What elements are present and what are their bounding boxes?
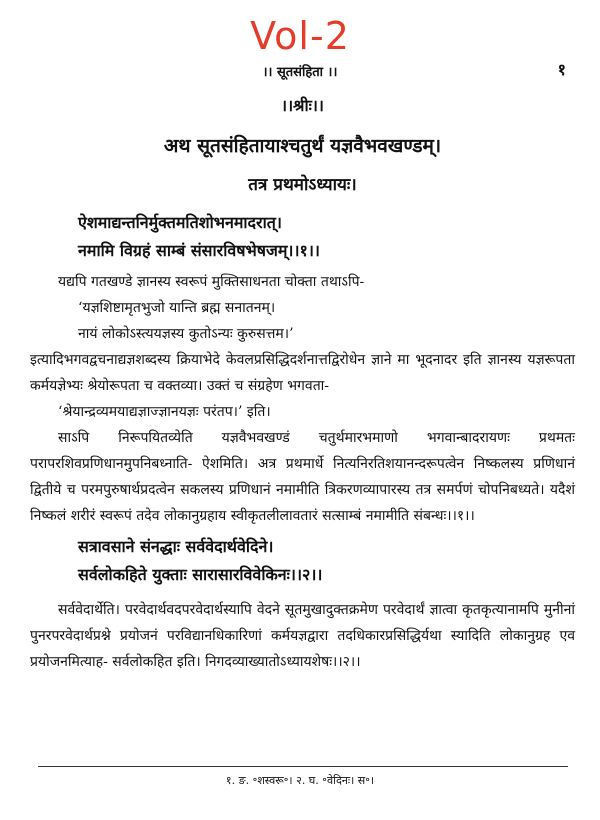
page-number: १ bbox=[557, 60, 566, 79]
running-head: ।। सूतसंहिता ।। bbox=[262, 65, 338, 80]
section-title: अथ सूतसंहितायाश्चतुर्थं यज्ञवैभवखण्डम्। bbox=[163, 135, 442, 157]
chapter-heading: तत्र प्रथमोऽध्यायः। bbox=[248, 175, 357, 195]
volume-label: Vol-2 bbox=[250, 14, 350, 58]
verse-1-line-1: ऐशमाद्यन्तनिर्मुक्तमतिशोभनमादरात्। bbox=[78, 213, 282, 232]
footnote: १. ङ. ॰शस्वरू॰। २. घ. ॰वेदिनः। स॰। bbox=[225, 774, 375, 787]
footnote-divider bbox=[38, 766, 568, 767]
verse-1-line-2: नमामि विग्रहं साम्बं संसारविषभेषजम्।।१।। bbox=[78, 241, 320, 260]
commentary-paragraph-1: यद्यपि गतखण्डे ज्ञानस्य स्वरूपं मुक्तिसाधनता चोक्ता तथाऽपि- bbox=[58, 274, 365, 290]
verse-2-line-1: सत्रावसाने संनद्धाः सर्ववेदार्थवेदिने। bbox=[78, 537, 274, 556]
page-body bbox=[30, 92, 575, 675]
verse-2-line-2: सर्वलोकहिते युक्ताः सारासारविवेकिनः।।२।। bbox=[78, 565, 323, 584]
quote-line-2: नायं लोकोऽस्त्ययज्ञस्य कुतोऽन्यः कुरुसत्तम।’ bbox=[78, 326, 294, 342]
commentary-paragraph-4: सर्ववेदार्थेति। परवेदार्थवदपरवेदार्थस्यापि वेदने सूतमुखादुक्तक्रमेण परवेदार्थं ज्ञात्वा कृतकृत्यानामपि मुनीनां पुनरपरवेदार्थप्रश्ने प्रयोजनं परविद्यानधिकारिणां कर्मयज्ञद्वारा तदधिकारप्रसिद्धिर्यथा स्यादिति लोकानुग्रह एव प्रयोजनमित्याह- सर्वलोकहित इति। निगदव्याख्यातोऽध्यायशेषः।।२।। bbox=[30, 602, 575, 670]
quote-line-1: ‘यज्ञशिष्टामृतभुजो यान्ति ब्रह्म सनातनम्। bbox=[78, 300, 276, 316]
commentary-paragraph-2: इत्यादिभगवद्वचनाद्यज्ञशब्दस्य क्रियाभेदे केवलप्रसिद्धिदर्शनात्तद्विरोधेन ज्ञाने मा भूदनादर इति ज्ञानस्य यज्ञरूपता कर्मयज्ञेभ्यः श्रेयोरूपता च वक्तव्या। उक्तं च संग्रहेण भगवता- bbox=[30, 352, 575, 394]
commentary-paragraph-3: साऽपि निरूपयितव्येति यज्ञवैभवखण्डं चतुर्थमारभमाणो भगवान्बादरायणः प्रथमतः परापरशिवप्रणिधानमुपनिबध्नाति- ऐशमिति। अत्र प्रथमार्धे नित्यनिरतिशयानन्दरूपत्वेन निष्कलस्य प्रणिधानं द्वितीये च परमपुरुषार्थप्रदत्वेन सकलस्य प्रणिधानं नमामीति त्रिकरणव्यापारस्य तत्र समर्पणं चोपनिबध्यते। यदैशं निष्कलं शरीरं स्वरूपं तदेव लोकानुग्रहाय स्वीकृतलीलावतारं सत्साम्बं नमामीति संबन्धः।।१।। bbox=[30, 430, 575, 524]
quote-line-3: ‘श्रेयान्द्रव्यमयाद्यज्ञाज्ज्ञानयज्ञः परंतप।’ इति। bbox=[58, 404, 271, 420]
invocation: ।।श्रीः।। bbox=[281, 96, 324, 115]
